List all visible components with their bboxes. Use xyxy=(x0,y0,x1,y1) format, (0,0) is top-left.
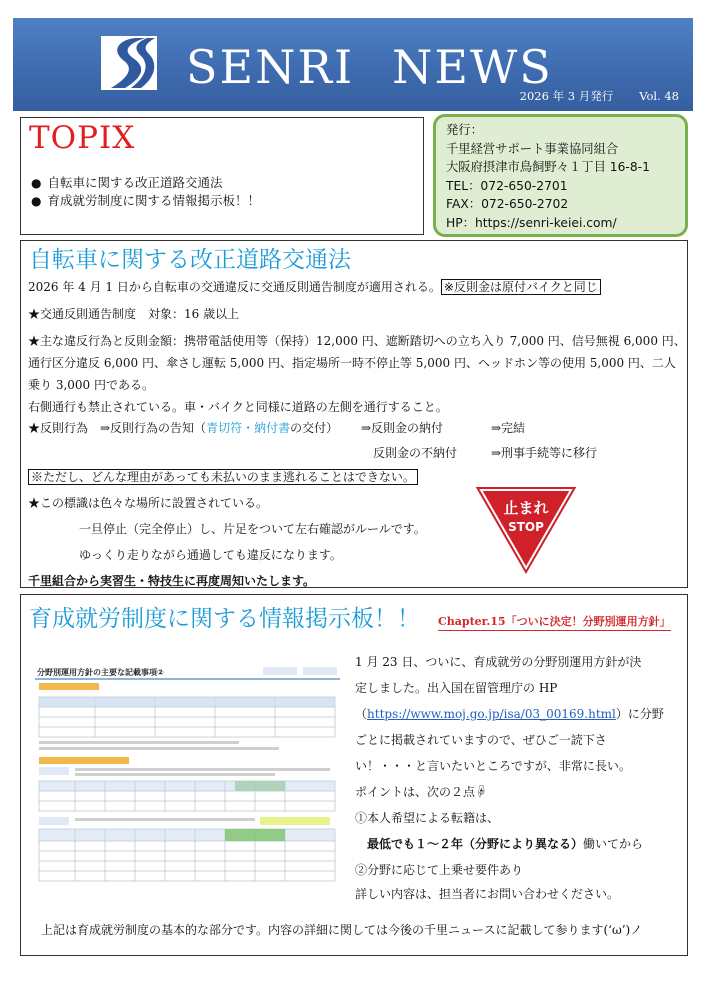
publisher-fax: FAX：072-650-2702 xyxy=(446,197,569,211)
bicycle-system: ★交通反則通告制度 対象：16 歳以上 xyxy=(28,307,240,321)
ikusei-p2: 定しました。出入国在留管理庁の HP xyxy=(355,681,558,695)
masthead-banner xyxy=(13,18,693,111)
bicycle-right-side: 右側通行も禁止されている。車・バイクと同様に道路の左側を通行すること。 xyxy=(28,400,448,414)
masthead-title-word1: SENRI xyxy=(186,40,355,94)
flow-criminal: ⇒刑事手続等に移行 xyxy=(491,446,598,460)
flow-unpaid: 反則金の不納付 xyxy=(373,446,458,460)
ikusei-section-title: 育成就労制度に関する情報掲示板！！ xyxy=(29,606,420,632)
ikusei-chapter-label: Chapter.15「ついに決定！分野別運用方針」 xyxy=(438,613,671,631)
ikusei-footer: 上記は育成就労制度の基本的な部分です。内容の詳細に関しては今後の千里ニュースに記載して参ります(‘ω’)ノ xyxy=(41,923,643,937)
doc-thumbnail-title: 分野別運用方針の主要な記載事項② xyxy=(37,668,164,677)
topix-title: TOPIX xyxy=(29,120,136,156)
publisher-homepage[interactable]: HP：https://senri-keiei.com/ xyxy=(446,215,617,230)
bicycle-closing: 千里組合から実習生・特技生に再度周知いたします。 xyxy=(28,574,316,588)
senri-logo-icon xyxy=(101,36,157,90)
ikusei-p7: ①本人希望による転籍は、 xyxy=(355,811,500,825)
moj-link[interactable]: https://www.moj.go.jp/isa/03_00169.html xyxy=(367,707,616,721)
bicycle-law-section xyxy=(20,240,688,588)
ikusei-p5: い！・・・と言いたいところですが、非常に長い。 xyxy=(355,759,631,773)
stop-sign-bottom-text: STOP xyxy=(508,520,544,534)
publisher-tel: TEL：072-650-2701 xyxy=(446,178,568,193)
masthead-title xyxy=(186,40,553,94)
bicycle-violations-line3: 乗り 3,000 円である。 xyxy=(28,378,154,392)
stop-sign-top-text: 止まれ xyxy=(503,499,549,517)
issue-date: 2026 年 3 月発行 xyxy=(519,89,614,103)
ministry-document-thumbnail xyxy=(35,665,340,885)
stop-sign-icon xyxy=(471,483,581,579)
flow-pay: ⇒反則金の納付 xyxy=(361,421,444,435)
ikusei-p1: 1 月 23 日、ついに、育成就労の分野別運用方針が決 xyxy=(355,655,642,669)
publisher-address: 大阪府摂津市鳥飼野々１丁目 16-8-1 xyxy=(446,160,650,174)
ikusei-p4: ごとに掲載されていますので、ぜひご一読下さ xyxy=(355,733,607,747)
ikusei-section xyxy=(20,594,688,956)
topix-item-bicycle: ● 自転車に関する改正道路交通法 xyxy=(31,174,260,192)
sign-rule: 一旦停止（完全停止）し、片足をついて左右確認がルールです。 xyxy=(79,522,426,536)
bicycle-warning-line xyxy=(28,468,418,485)
flow-done: ⇒完結 xyxy=(491,421,526,435)
ikusei-p3-open: （ xyxy=(355,707,368,721)
masthead-title-word2: NEWS xyxy=(392,40,553,94)
ikusei-p8-line xyxy=(367,835,643,852)
topix-box xyxy=(20,117,424,235)
publisher-label: 発行： xyxy=(446,123,483,137)
bicycle-violations-line1: ★主な違反行為と反則金額：携帯電話使用等（保持）12,000 円、遮断踏切への立ち入り 7,000 円、信号無視 6,000 円、 xyxy=(28,334,686,348)
publisher-contact-box xyxy=(433,114,688,237)
ikusei-p3-line xyxy=(355,705,664,722)
ikusei-p6: ポイントは、次の２点☟ xyxy=(355,785,488,799)
flow-mid: の交付） xyxy=(290,421,339,435)
issue-info xyxy=(520,88,679,104)
topix-list xyxy=(31,174,260,210)
bicycle-section-title: 自転車に関する改正道路交通法 xyxy=(29,247,351,273)
bicycle-violations-line2: 通行区分違反 6,000 円、傘さし運転 5,000 円、指定場所一時不停止等 5,000 円、ヘッドホン等の使用 5,000 円、二人 xyxy=(28,356,676,370)
sign-note: ゆっくり走りながら通過しても違反になります。 xyxy=(79,548,342,562)
bicycle-intro: 2026 年 4 月 1 日から自転車の交通違反に交通反則通告制度が適用される。 xyxy=(28,280,441,294)
ikusei-p8-rest: 働いてから xyxy=(583,837,644,851)
flow-start: ★反則行為 ⇒反則行為の告知（ xyxy=(28,421,207,435)
publisher-org: 千里経営サポート事業協同組合 xyxy=(446,141,619,156)
sign-intro: ★この標識は色々な場所に設置されている。 xyxy=(28,496,269,510)
ikusei-p9: ②分野に応じて上乗せ要件あり xyxy=(355,863,524,877)
topix-item-ikusei: ● 育成就労制度に関する情報掲示板！！ xyxy=(31,192,260,210)
bicycle-warning: ※ただし、どんな理由があっても未払いのまま逃れることはできない。 xyxy=(28,469,418,485)
ikusei-p3-close: ）に分野 xyxy=(615,707,664,721)
issue-volume: Vol. 48 xyxy=(639,89,679,103)
bicycle-flow-line xyxy=(28,419,338,436)
flow-blue-ticket: 青切符・納付書 xyxy=(206,421,291,435)
ikusei-p10: 詳しい内容は、担当者にお問い合わせください。 xyxy=(355,887,620,901)
bicycle-intro-note: ※反則金は原付バイクと同じ xyxy=(441,279,601,295)
ikusei-p8-bold: 最低でも１～２年（分野により異なる） xyxy=(367,837,584,851)
bicycle-intro-line xyxy=(28,278,601,295)
